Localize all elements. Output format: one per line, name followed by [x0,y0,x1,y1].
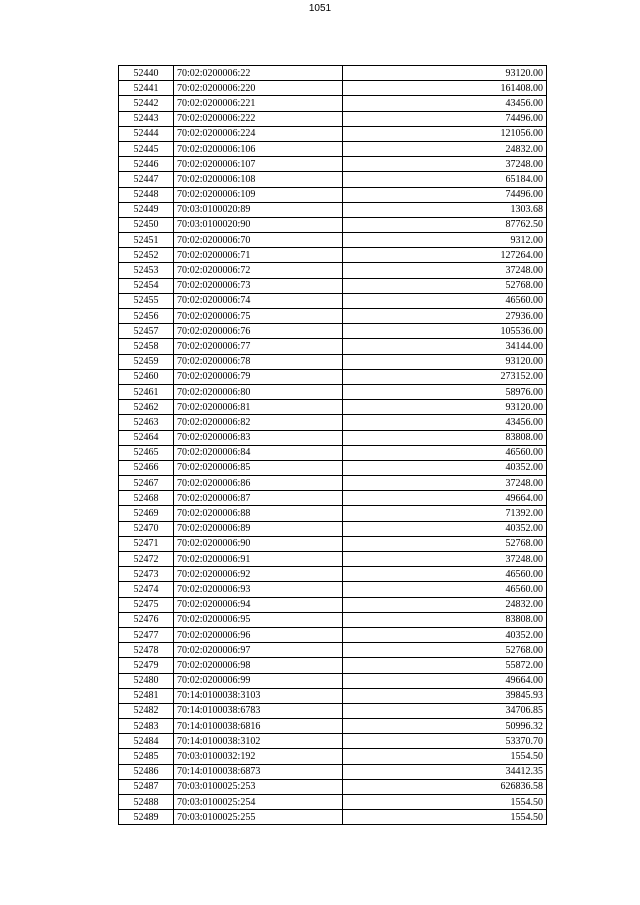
table-row [119,719,547,734]
value-cell: 34144.00 [343,339,547,354]
table-row [119,552,547,567]
value-cell: 1303.68 [343,202,547,217]
table-row [119,597,547,612]
table-row [119,172,547,187]
table-row [119,66,547,81]
value-cell: 65184.00 [343,172,547,187]
row-number-cell: 52486 [119,764,174,779]
row-number-cell: 52471 [119,536,174,551]
row-number-cell: 52451 [119,233,174,248]
table-row [119,460,547,475]
table-row [119,582,547,597]
cadastral-number-cell: 70:03:0100032:192 [174,749,343,764]
cadastral-number-cell: 70:02:0200006:92 [174,567,343,582]
cadastral-number-cell: 70:02:0200006:97 [174,643,343,658]
row-number-cell: 52463 [119,415,174,430]
table-row [119,309,547,324]
table-row [119,536,547,551]
table-row [119,506,547,521]
row-number-cell: 52450 [119,217,174,232]
value-cell: 53370.70 [343,734,547,749]
cadastral-number-cell: 70:02:0200006:81 [174,400,343,415]
value-cell: 40352.00 [343,460,547,475]
cadastral-number-cell: 70:02:0200006:79 [174,369,343,384]
row-number-cell: 52454 [119,278,174,293]
value-cell: 1554.50 [343,749,547,764]
row-number-cell: 52487 [119,779,174,794]
table-row [119,476,547,491]
table-row [119,810,547,825]
cadastral-number-cell: 70:14:0100038:3103 [174,688,343,703]
row-number-cell: 52443 [119,111,174,126]
row-number-cell: 52481 [119,688,174,703]
cadastral-number-cell: 70:02:0200006:85 [174,460,343,475]
row-number-cell: 52452 [119,248,174,263]
cadastral-number-cell: 70:14:0100038:6816 [174,719,343,734]
page-number: 1051 [308,3,332,14]
row-number-cell: 52470 [119,521,174,536]
value-cell: 37248.00 [343,157,547,172]
row-number-cell: 52484 [119,734,174,749]
row-number-cell: 52465 [119,445,174,460]
cadastral-number-cell: 70:02:0200006:96 [174,627,343,642]
row-number-cell: 52460 [119,369,174,384]
table-row [119,430,547,445]
value-cell: 161408.00 [343,81,547,96]
value-cell: 50996.32 [343,719,547,734]
cadastral-value-table [118,65,547,825]
cadastral-number-cell: 70:02:0200006:74 [174,293,343,308]
row-number-cell: 52473 [119,567,174,582]
row-number-cell: 52480 [119,673,174,688]
row-number-cell: 52482 [119,703,174,718]
row-number-cell: 52476 [119,612,174,627]
cadastral-number-cell: 70:03:0100020:90 [174,217,343,232]
value-cell: 273152.00 [343,369,547,384]
row-number-cell: 52483 [119,719,174,734]
row-number-cell: 52469 [119,506,174,521]
value-cell: 93120.00 [343,66,547,81]
value-cell: 43456.00 [343,415,547,430]
table-row [119,217,547,232]
cadastral-number-cell: 70:02:0200006:75 [174,309,343,324]
row-number-cell: 52447 [119,172,174,187]
value-cell: 52768.00 [343,536,547,551]
value-cell: 49664.00 [343,491,547,506]
row-number-cell: 52441 [119,81,174,96]
table-row [119,248,547,263]
cadastral-number-cell: 70:02:0200006:224 [174,126,343,141]
cadastral-number-cell: 70:02:0200006:91 [174,552,343,567]
row-number-cell: 52456 [119,309,174,324]
cadastral-number-cell: 70:03:0100025:254 [174,795,343,810]
row-number-cell: 52449 [119,202,174,217]
value-cell: 46560.00 [343,567,547,582]
value-cell: 9312.00 [343,233,547,248]
table-row [119,324,547,339]
table-row [119,779,547,794]
table-row [119,673,547,688]
cadastral-number-cell: 70:14:0100038:6783 [174,703,343,718]
row-number-cell: 52474 [119,582,174,597]
table-row [119,354,547,369]
value-cell: 37248.00 [343,263,547,278]
value-cell: 40352.00 [343,521,547,536]
value-cell: 46560.00 [343,293,547,308]
value-cell: 55872.00 [343,658,547,673]
cadastral-number-cell: 70:02:0200006:70 [174,233,343,248]
row-number-cell: 52464 [119,430,174,445]
cadastral-number-cell: 70:02:0200006:98 [174,658,343,673]
table-row [119,688,547,703]
row-number-cell: 52445 [119,141,174,156]
table-row [119,612,547,627]
cadastral-number-cell: 70:14:0100038:3102 [174,734,343,749]
row-number-cell: 52488 [119,795,174,810]
table-row [119,202,547,217]
row-number-cell: 52466 [119,460,174,475]
value-cell: 83808.00 [343,430,547,445]
table-row [119,81,547,96]
cadastral-number-cell: 70:02:0200006:222 [174,111,343,126]
row-number-cell: 52477 [119,627,174,642]
value-cell: 24832.00 [343,597,547,612]
value-cell: 127264.00 [343,248,547,263]
value-cell: 37248.00 [343,552,547,567]
value-cell: 58976.00 [343,384,547,399]
row-number-cell: 52453 [119,263,174,278]
row-number-cell: 52459 [119,354,174,369]
row-number-cell: 52472 [119,552,174,567]
table-row [119,339,547,354]
row-number-cell: 52485 [119,749,174,764]
table-row [119,96,547,111]
value-cell: 24832.00 [343,141,547,156]
cadastral-number-cell: 70:02:0200006:22 [174,66,343,81]
value-cell: 74496.00 [343,187,547,202]
row-number-cell: 52440 [119,66,174,81]
value-cell: 34706.85 [343,703,547,718]
cadastral-number-cell: 70:02:0200006:94 [174,597,343,612]
cadastral-number-cell: 70:02:0200006:88 [174,506,343,521]
row-number-cell: 52442 [119,96,174,111]
cadastral-number-cell: 70:02:0200006:84 [174,445,343,460]
table-row [119,187,547,202]
row-number-cell: 52446 [119,157,174,172]
cadastral-number-cell: 70:02:0200006:90 [174,536,343,551]
table-row [119,415,547,430]
table-row [119,157,547,172]
value-cell: 1554.50 [343,810,547,825]
value-cell: 27936.00 [343,309,547,324]
table-body [119,66,547,825]
row-number-cell: 52461 [119,384,174,399]
cadastral-number-cell: 70:02:0200006:107 [174,157,343,172]
value-cell: 46560.00 [343,445,547,460]
table-row [119,126,547,141]
table-row [119,491,547,506]
value-cell: 626836.58 [343,779,547,794]
cadastral-number-cell: 70:02:0200006:99 [174,673,343,688]
value-cell: 83808.00 [343,612,547,627]
row-number-cell: 52479 [119,658,174,673]
table-row [119,734,547,749]
table-row [119,400,547,415]
cadastral-number-cell: 70:14:0100038:6873 [174,764,343,779]
row-number-cell: 52478 [119,643,174,658]
cadastral-number-cell: 70:02:0200006:77 [174,339,343,354]
value-cell: 49664.00 [343,673,547,688]
cadastral-number-cell: 70:02:0200006:82 [174,415,343,430]
cadastral-number-cell: 70:02:0200006:220 [174,81,343,96]
table-row [119,384,547,399]
table-row [119,567,547,582]
cadastral-number-cell: 70:02:0200006:106 [174,141,343,156]
value-cell: 52768.00 [343,278,547,293]
value-cell: 39845.93 [343,688,547,703]
table-row [119,749,547,764]
value-cell: 43456.00 [343,96,547,111]
table-row [119,293,547,308]
value-cell: 93120.00 [343,354,547,369]
table-row [119,795,547,810]
row-number-cell: 52457 [119,324,174,339]
table-row [119,369,547,384]
table-row [119,643,547,658]
cadastral-number-cell: 70:03:0100025:255 [174,810,343,825]
cadastral-number-cell: 70:02:0200006:78 [174,354,343,369]
cadastral-number-cell: 70:02:0200006:109 [174,187,343,202]
cadastral-number-cell: 70:02:0200006:95 [174,612,343,627]
value-cell: 1554.50 [343,795,547,810]
cadastral-number-cell: 70:02:0200006:89 [174,521,343,536]
cadastral-number-cell: 70:02:0200006:108 [174,172,343,187]
value-cell: 93120.00 [343,400,547,415]
cadastral-number-cell: 70:02:0200006:80 [174,384,343,399]
cadastral-number-cell: 70:03:0100020:89 [174,202,343,217]
value-cell: 34412.35 [343,764,547,779]
table-row [119,233,547,248]
row-number-cell: 52468 [119,491,174,506]
value-cell: 37248.00 [343,476,547,491]
table-row [119,141,547,156]
value-cell: 40352.00 [343,627,547,642]
cadastral-number-cell: 70:02:0200006:93 [174,582,343,597]
value-cell: 46560.00 [343,582,547,597]
value-cell: 74496.00 [343,111,547,126]
cadastral-number-cell: 70:02:0200006:73 [174,278,343,293]
cadastral-number-cell: 70:02:0200006:86 [174,476,343,491]
row-number-cell: 52467 [119,476,174,491]
table-row [119,278,547,293]
row-number-cell: 52444 [119,126,174,141]
table-row [119,521,547,536]
cadastral-number-cell: 70:02:0200006:72 [174,263,343,278]
cadastral-number-cell: 70:02:0200006:76 [174,324,343,339]
cadastral-number-cell: 70:02:0200006:71 [174,248,343,263]
table-row [119,111,547,126]
value-cell: 52768.00 [343,643,547,658]
row-number-cell: 52489 [119,810,174,825]
table-row [119,263,547,278]
value-cell: 105536.00 [343,324,547,339]
table-row [119,764,547,779]
value-cell: 87762.50 [343,217,547,232]
table-row [119,445,547,460]
row-number-cell: 52458 [119,339,174,354]
table-row [119,627,547,642]
row-number-cell: 52475 [119,597,174,612]
value-cell: 121056.00 [343,126,547,141]
cadastral-number-cell: 70:02:0200006:221 [174,96,343,111]
table-row [119,658,547,673]
row-number-cell: 52448 [119,187,174,202]
table-row [119,703,547,718]
cadastral-number-cell: 70:02:0200006:87 [174,491,343,506]
row-number-cell: 52455 [119,293,174,308]
row-number-cell: 52462 [119,400,174,415]
cadastral-number-cell: 70:02:0200006:83 [174,430,343,445]
cadastral-number-cell: 70:03:0100025:253 [174,779,343,794]
value-cell: 71392.00 [343,506,547,521]
